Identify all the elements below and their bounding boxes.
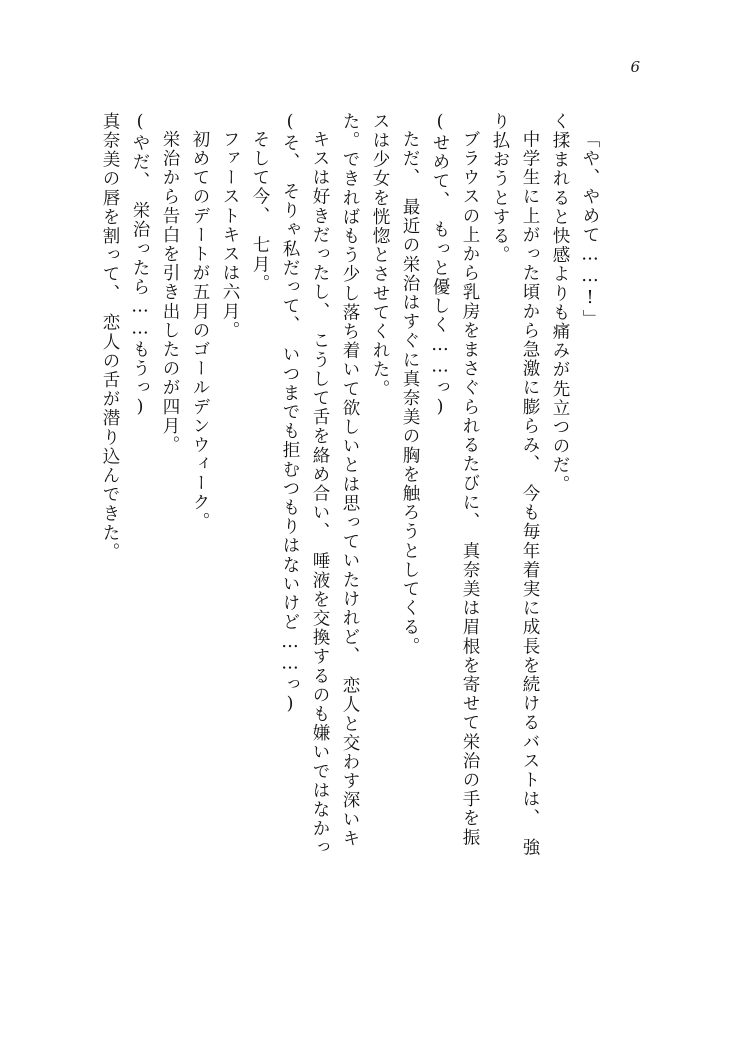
text-column: 「や、やめて……!」	[580, 130, 600, 329]
text-column: キスは好きだったし、 こうして舌を絡め合い、 唾液を交換するのも嫌いではなかっ	[310, 130, 330, 858]
text-column: 初めてのデートが五月のゴールデンウィーク。	[190, 130, 210, 532]
text-column: 中学生に上がった頃から急激に膨らみ、 今も毎年着実に成長を続けるバストは、 強	[520, 130, 540, 858]
text-column: り払おうとする。	[490, 112, 510, 265]
text-column: スは少女を恍惚とさせてくれた。	[370, 112, 390, 399]
text-column: そして今、 七月。	[250, 130, 270, 294]
text-column: く揉まれると快感よりも痛みが先立つのだ。	[550, 112, 570, 494]
text-column: (そ、 そりゃ私だって、 いつまでも拒むつもりはないけど……っ)	[280, 112, 300, 716]
text-column: た。できればもう少し落ち着いて欲しいとは思っていたけれど、 恋人と交わす深いキ	[340, 112, 360, 849]
text-column: (やだ、 栄治ったら……もうっ)	[130, 112, 150, 419]
text-column: 真奈美の唇を割って、 恋人の舌が潜り込んできた。	[100, 112, 120, 562]
text-column: ブラウスの上から乳房をまさぐられるたびに、 真奈美は眉根を寄せて栄治の手を振	[460, 130, 480, 848]
text-column: (せめて、 もっと優しく……っ)	[430, 112, 450, 419]
page-number: 6	[630, 58, 640, 76]
text-column: ファーストキスは六月。	[220, 130, 240, 341]
vertical-text-block	[88, 112, 648, 967]
text-column: ただ、 最近の栄治はすぐに真奈美の胸を触ろうとしてくる。	[400, 130, 420, 657]
text-column: 栄治から告白を引き出したのが四月。	[160, 130, 180, 455]
